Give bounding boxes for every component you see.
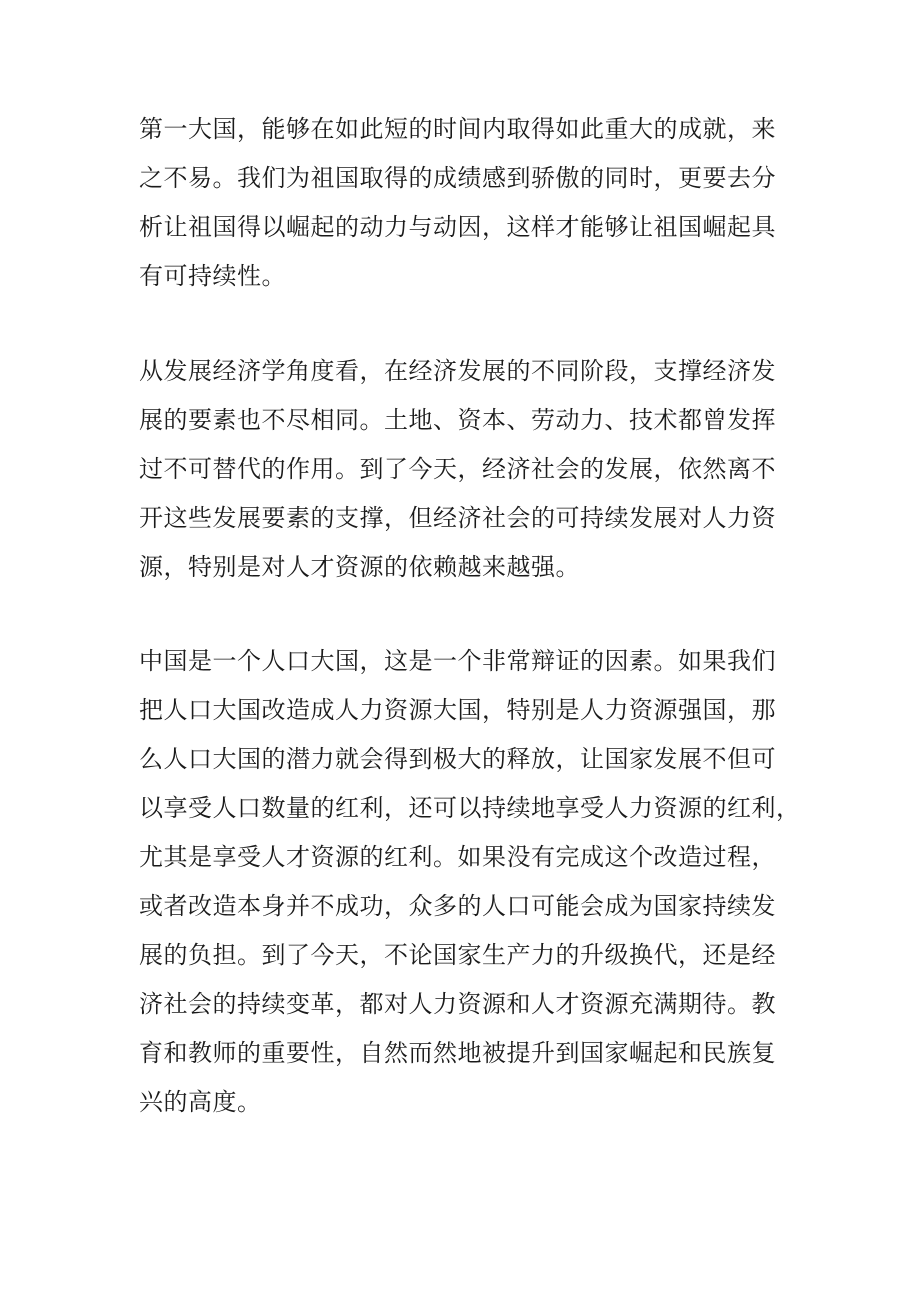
text-line: 过不可替代的作用。到了今天，经济社会的发展，依然离不 (139, 455, 776, 483)
text-line: 育和教师的重要性，自然而然地被提升到国家崛起和民族复 (139, 1039, 776, 1067)
text-line: 以享受人口数量的红利，还可以持续地享受人力资源的红利， (139, 794, 801, 822)
text-line: 开这些发展要素的支撑，但经济社会的可持续发展对人力资 (139, 504, 776, 532)
text-line: 从发展经济学角度看，在经济发展的不同阶段，支撑经济发 (139, 357, 776, 385)
paragraph-2 (139, 347, 799, 592)
text-line: 展的要素也不尽相同。土地、资本、劳动力、技术都曾发挥 (139, 406, 776, 434)
text-line: 析让祖国得以崛起的动力与动因，这样才能够让祖国崛起具 (139, 213, 776, 241)
text-line: 展的负担。到了今天，不论国家生产力的升级换代，还是经 (139, 941, 776, 969)
paragraph-1 (139, 105, 799, 301)
text-line: 尤其是享受人才资源的红利。如果没有完成这个改造过程， (139, 843, 776, 871)
text-line: 把人口大国改造成人力资源大国，特别是人力资源强国，那 (139, 696, 776, 724)
text-line: 第一大国，能够在如此短的时间内取得如此重大的成就，来 (139, 115, 776, 143)
text-line: 兴的高度。 (139, 1088, 262, 1116)
text-line: 之不易。我们为祖国取得的成绩感到骄傲的同时，更要去分 (139, 164, 776, 192)
text-line: 有可持续性。 (139, 262, 286, 290)
text-line: 济社会的持续变革，都对人力资源和人才资源充满期待。教 (139, 990, 776, 1018)
text-line: 中国是一个人口大国，这是一个非常辩证的因素。如果我们 (139, 647, 776, 675)
text-line: 么人口大国的潜力就会得到极大的释放，让国家发展不但可 (139, 745, 776, 773)
paragraph-3 (139, 637, 799, 1127)
text-line: 源，特别是对人才资源的依赖越来越强。 (139, 553, 580, 581)
text-line: 或者改造本身并不成功，众多的人口可能会成为国家持续发 (139, 892, 776, 920)
